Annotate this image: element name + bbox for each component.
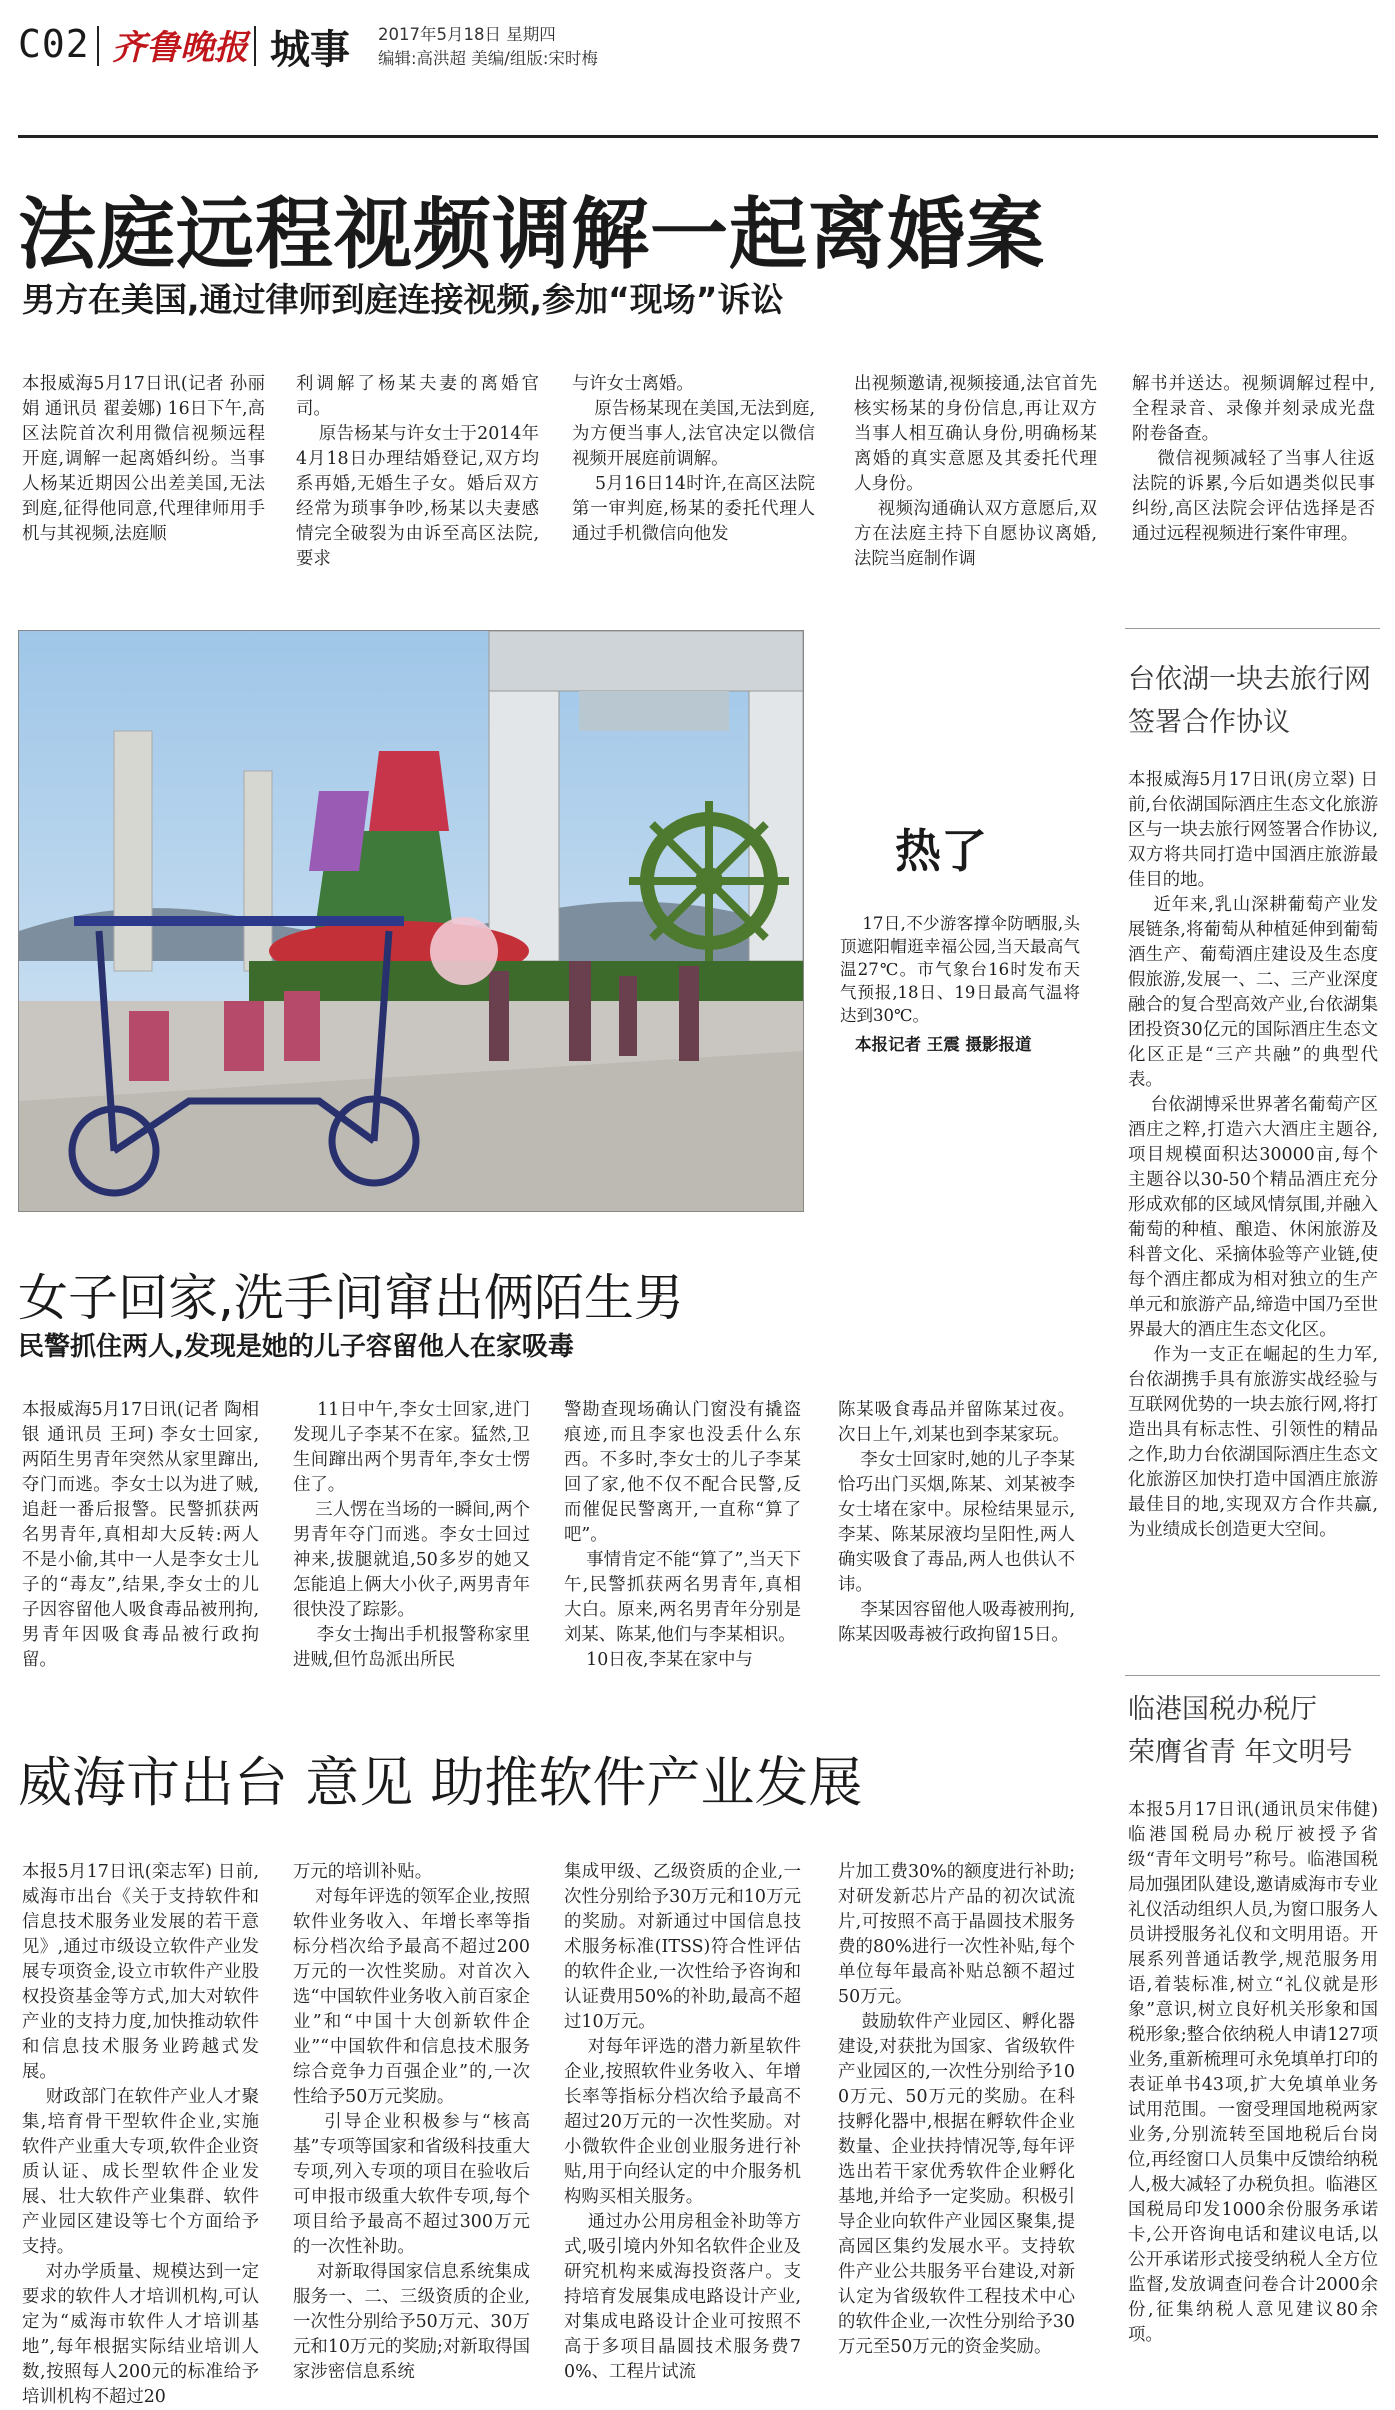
lead-headline: 法庭远程视频调解一起离婚案 — [18, 190, 1046, 280]
sidebar1-headline-line2: 签署合作协议 — [1128, 707, 1290, 738]
sidebar2-headline-line1: 临港国税办税厅 — [1128, 1694, 1317, 1725]
story2-column-2: 11日中午,李女士回家,进门发现儿子李某不在家。猛然,卫生间蹿出两个男青年,李女士愣住了。 三人愣在当场的一瞬间,两个男青年夺门而逃。李女士回过神来,拔腿就追,50多岁的她又怎能追上俩大小伙子,两男青年很快没了踪影。 李女士掏出手机报警称家里进贼,但竹岛派出所民 — [293, 1400, 530, 1670]
sidebar2-body: 本报5月17日讯(通讯员宋伟健) 临港国税局办税厅被授予省级“青年文明号”称号。临港国税局加强团队建设,邀请威海市专业礼仪活动组织人员,为窗口服务人员讲授服务礼仪和文明用语。开展系列普通话教学,规范服务用语,着装标准,树立“礼仪就是形象”意识,树立良好机关形象和国税形象;整合依纳税人申请127项业务,重新梳理可永免填单打印的表证单书43项,扩大免填单业务试用范围。一窗受理国地税两家业务,分别流转至国地税后台岗位,再经窗口人员集中反馈给纳税人,极大减轻了办税负担。临港区国税局印发1000余份服务承诺卡,公开咨询电话和建议电话,以公开承诺形式接受纳税人全方位监督,发放调查问卷合计2000余份,征集纳税人意见建议80余项。 — [1128, 1800, 1384, 2345]
sidebar1-headline-line1: 台依湖一块去旅行网 — [1128, 664, 1371, 695]
sidebar-rule — [1125, 628, 1380, 629]
story3-column-2: 万元的培训补贴。 对每年评选的领军企业,按照软件业务收入、年增长率等指标分档次给予最高不超过200万元的一次性奖励。对首次入选“中国软件业务收入前百家企业”和“中国十大创新软件企业”“中国软件和信息技术服务综合竞争力百强企业”的,一次性给予50万元奖励。 引导企业积极参与“核高基”专项等国家和省级科技重大专项,列入专项的项目在验收后可申报市级重大软件专项,每个项目给予最高不超过300万元的一次性补助。 对新取得国家信息系统集成服务一、二、三级资质的企业,一次性分别给予50万元、30万元和10万元的奖励;对新取得国家涉密信息系统 — [293, 1862, 530, 2382]
masthead-divider — [254, 26, 256, 66]
news-photo — [18, 630, 804, 1212]
story2-column-3: 警勘查现场确认门窗没有撬盗痕迹,而且李家也没丢什么东西。不多时,李女士的儿子李某回了家,他不仅不配合民警,反而催促民警离开,一直称“算了吧”。 事情肯定不能“算了”,当天下午,民警抓获两名男青年,真相大白。原来,两名男青年分别是刘某、陈某,他们与李某相识。 10日夜,李某在家中与 — [564, 1400, 801, 1670]
lead-column-3: 与许女士离婚。 原告杨某现在美国,无法到庭,为方便当事人,法官决定以微信视频开展庭前调解。 5月16日14时许,在高区法院第一审判庭,杨某的委托代理人通过手机微信向他发 — [572, 374, 815, 544]
photo-heading: 热了 — [895, 824, 987, 878]
lead-column-5: 解书并送达。视频调解过程中,全程录音、录像并刻录成光盘附卷备查。 微信视频减轻了当事人往返法院的诉累,今后如遇类似民事纠纷,高区法院会评估选择是否通过远程视频进行案件审理。 — [1132, 374, 1375, 544]
story2-column-1: 本报威海5月17日讯(记者 陶相银 通讯员 王珂) 李女士回家,两陌生男青年突然从家里蹿出,夺门而逃。李女士以为进了贼,追赶一番后报警。民警抓获两名男青年,真相却大反转:两人不是小偷,其中一人是李女士儿子的“毒友”,结果,李女士的儿子因容留他人吸食毒品被刑拘,男青年因吸食毒品被行政拘留。 — [22, 1400, 259, 1670]
story2-column-4: 陈某吸食毒品并留陈某过夜。次日上午,刘某也到李某家玩。 李女士回家时,她的儿子李某恰巧出门买烟,陈某、刘某被李女士堵在家中。尿检结果显示,李某、陈某尿液均呈阳性,两人确实吸食了毒品,两人也供认不讳。 李某因容留他人吸毒被刑拘,陈某因吸毒被行政拘留15日。 — [838, 1400, 1075, 1645]
issue-date: 2017年5月18日 星期四 — [378, 25, 556, 44]
photo-credit: 本报记者 王震 摄影报道 — [855, 1035, 1032, 1054]
lead-column-2: 利调解了杨某夫妻的离婚官司。 原告杨某与许女士于2014年4月18日办理结婚登记,双方均系再婚,无婚生子女。婚后双方经常为琐事争吵,杨某以夫妻感情完全破裂为由诉至高区法院,要求 — [296, 374, 539, 569]
story3-column-1: 本报5月17日讯(栾志军) 日前,威海市出台《关于支持软件和信息技术服务业发展的若干意见》,通过市级设立软件产业发展专项资金,设立市软件产业股权投资基金等方式,加大对软件产业的支持力度,加快推动软件和信息技术服务业跨越式发展。 财政部门在软件产业人才聚集,培育骨干型软件企业,实施软件产业重大专项,软件企业资质认证、成长型软件企业发展、壮大软件产业集群、软件产业园区建设等七个方面给予支持。 对办学质量、规模达到一定要求的软件人才培训机构,可认定为“威海市软件人才培训基地”,每年根据实际结业培训人数,按照每人200元的标准给予培训机构不超过20 — [22, 1862, 259, 2407]
story3-column-4: 片加工费30%的额度进行补助;对研发新芯片产品的初次试流片,可按照不高于晶圆技术服务费的80%进行一次性补贴,每个单位每年最高补贴总额不超过50万元。 鼓励软件产业园区、孵化器建设,对获批为国家、省级软件产业园区的,一次性分别给予100万元、50万元的奖励。在科技孵化器中,根据在孵软件企业数量、企业扶持情况等,每年评选出若干家优秀软件企业孵化基地,并给予一定奖励。积极引导企业向软件产业园区聚集,提高园区集约发展水平。支持软件产业公共服务平台建设,对新认定为省级软件工程技术中心的软件企业,一次性分别给予30万元至50万元的资金奖励。 — [838, 1862, 1075, 2357]
lead-column-4: 出视频邀请,视频接通,法官首先核实杨某的身份信息,再让双方当事人相互确认身份,明确杨某离婚的真实意愿及其委托代理人身份。 视频沟通确认双方意愿后,双方在法庭主持下自愿协议离婚,法院当庭制作调 — [854, 374, 1097, 569]
story3-column-3: 集成甲级、乙级资质的企业,一次性分别给予30万元和10万元的奖励。对新通过中国信息技术服务标准(ITSS)符合性评估的软件企业,一次性给予咨询和认证费用50%的补助,最高不超过10万元。 对每年评选的潜力新星软件企业,按照软件业务收入、年增长率等指标分档次给予最高不超过20万元的一次性奖励。对小微软件企业创业服务进行补贴,用于向经认定的中介服务机构购买相关服务。 通过办公用房租金补助等方式,吸引境内外知名软件企业及研究机构来威海投资落户。支持培育发展集成电路设计产业,对集成电路设计企业可按照不高于多项目晶圆技术服务费70%、工程片试流 — [564, 1862, 801, 2382]
photo-illustration — [19, 631, 803, 1211]
page-number: C02 — [18, 22, 90, 66]
editor-credits: 编辑:高洪超 美编/组版:宋时梅 — [378, 49, 598, 68]
lead-column-1: 本报威海5月17日讯(记者 孙丽娟 通讯员 翟姜娜) 16日下午,高区法院首次利用微信视频远程开庭,调解一起离婚纠纷。当事人杨某近期因公出差美国,无法到庭,征得他同意,代理律师用手机与其视频,法庭顺 — [22, 374, 265, 544]
newspaper-logo: 齐鲁晚报 — [112, 28, 248, 68]
story2-headline: 女子回家,洗手间窜出俩陌生男 — [18, 1269, 684, 1327]
masthead-divider — [97, 26, 99, 66]
section-name: 城事 — [270, 27, 350, 73]
sidebar2-headline-line2: 荣膺省青 年文明号 — [1128, 1737, 1353, 1768]
story3-headline: 威海市出台 意见 助推软件产业发展 — [18, 1751, 863, 1814]
photo-caption: 17日,不少游客撑伞防晒服,头顶遮阳帽逛幸福公园,当天最高气温27℃。市气象台16时发布天气预报,18日、19日最高气温将达到30℃。 — [840, 914, 1080, 1025]
sidebar1-body: 本报威海5月17日讯(房立翠) 日前,台依湖国际酒庄生态文化旅游区与一块去旅行网签署合作协议,双方将共同打造中国酒庄旅游最佳目的地。 近年来,乳山深耕葡萄产业发展链条,将葡萄从种植延伸到葡萄酒生产、葡萄酒庄建设及生态度假旅游,发展一、二、三产业深度融合的复合型高效产业,台依湖集团投资30亿元的国际酒庄生态文化区正是“三产共融”的典型代表。 台依湖博采世界著名葡萄产区酒庄之粹,打造六大酒庄主题谷,项目规模面积达30000亩,每个主题谷以30-50个精品酒庄充分形成欢郁的区域风情氛围,并融入葡萄的种植、酿造、休闲旅游及科普文化、采摘体验等产业链,使每个酒庄都成为相对独立的生产单元和旅游产品,缔造中国乃至世界最大的酒庄生态文化区。 作为一支正在崛起的生力军,台依湖携手具有旅游实战经验与互联网优势的一块去旅行网,将打造出具有标志性、引领性的精品之作,助力台依湖国际酒庄生态文化旅游区加快打造中国酒庄旅游最佳目的地,实现双方合作共赢,为业绩成长创造更大空间。 — [1128, 770, 1378, 1540]
story2-subheadline: 民警抓住两人,发现是她的儿子容留他人在家吸毒 — [18, 1332, 574, 1362]
lead-subheadline: 男方在美国,通过律师到庭连接视频,参加“现场”诉讼 — [22, 280, 784, 319]
sidebar-rule — [1125, 1675, 1380, 1676]
masthead-rule — [18, 135, 1378, 138]
